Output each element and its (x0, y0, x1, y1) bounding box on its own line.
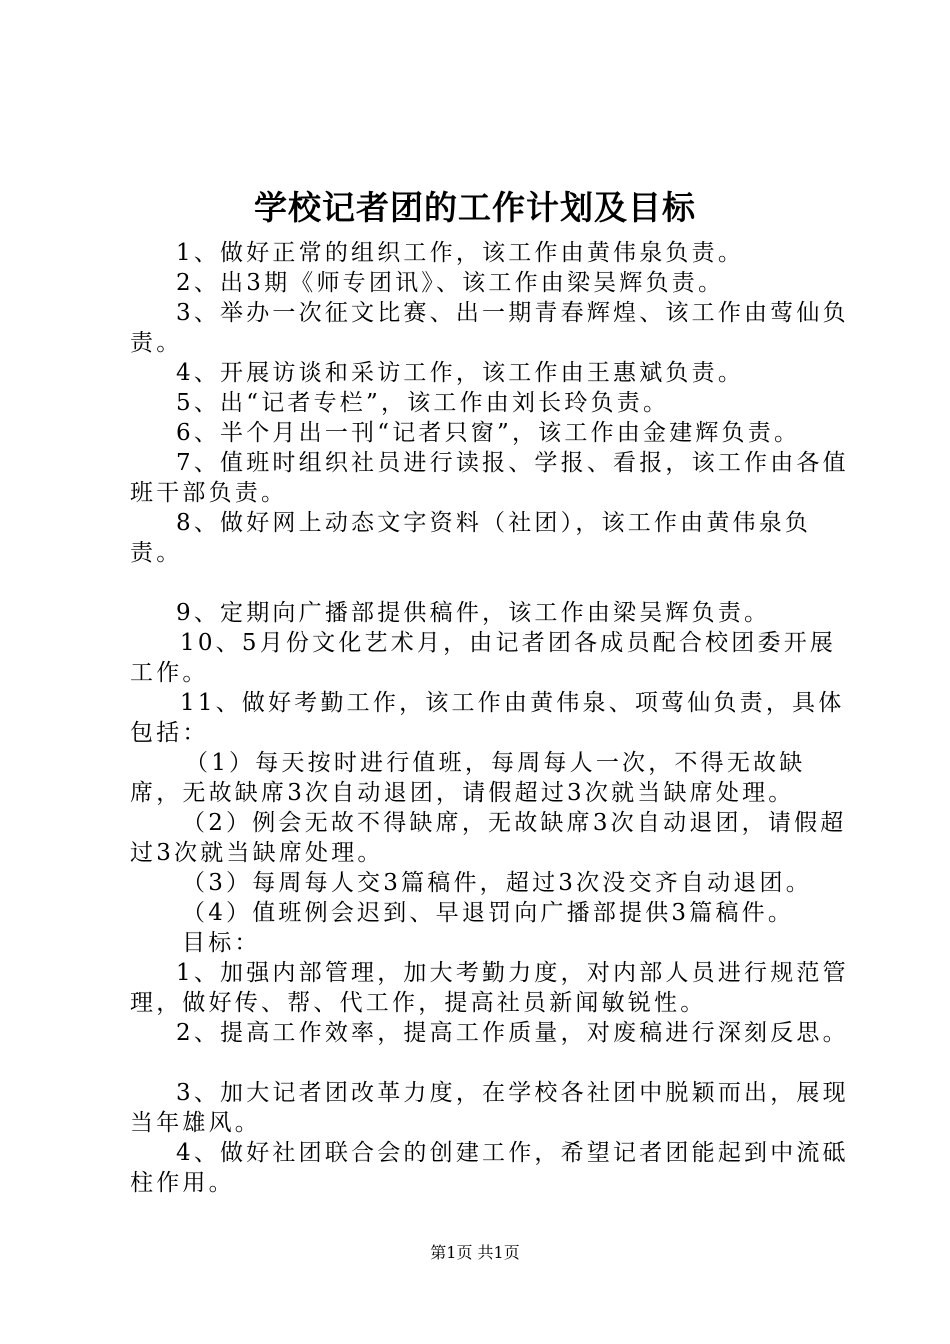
goal-item-2: 2、提高工作效率，提高工作质量，对废稿进行深刻反思。 (176, 1020, 849, 1046)
plan-item-8: 8、做好网上动态文字资料（社团），该工作由黄伟泉负责。 (130, 510, 812, 566)
plan-item-7: 7、值班时组织社员进行读报、学报、看报，该工作由各值班干部负责。 (130, 450, 849, 506)
plan-item-4: 4、开展访谈和采访工作，该工作由王惠斌负责。 (176, 360, 745, 386)
plan-item-1: 1、做好正常的组织工作，该工作由黄伟泉负责。 (176, 240, 745, 266)
plan-subitem-3: （3）每周每人交3篇稿件，超过3次没交齐自动退团。 (182, 870, 812, 896)
plan-item-6: 6、半个月出一刊“记者只窗”，该工作由金建辉负责。 (176, 420, 801, 446)
document-body (130, 238, 850, 1198)
plan-item-3: 3、举办一次征文比赛、出一期青春辉煌、该工作由莺仙负责。 (130, 300, 849, 356)
plan-subitem-1: （1）每天按时进行值班，每周每人一次，不得无故缺席，无故缺席3次自动退团，请假超过3次就当缺席处理。 (130, 750, 806, 806)
page-footer: 第1页 共1页 (430, 1243, 520, 1262)
plan-item-5: 5、出“记者专栏”，该工作由刘长玲负责。 (176, 390, 670, 416)
plan-item-9: 9、定期向广播部提供稿件，该工作由梁吴辉负责。 (176, 600, 771, 626)
plan-item-2: 2、出3期《师专团讯》、该工作由梁吴辉负责。 (176, 270, 725, 296)
plan-subitem-4: （4）值班例会迟到、早退罚向广播部提供3篇稿件。 (182, 900, 795, 926)
goals-heading: 目标： (182, 930, 261, 956)
goal-item-3: 3、加大记者团改革力度，在学校各社团中脱颖而出，展现当年雄风。 (130, 1080, 849, 1136)
plan-subitem-2: （2）例会无故不得缺席，无故缺席3次自动退团，请假超过3次就当缺席处理。 (130, 810, 847, 866)
goal-item-4: 4、做好社团联合会的创建工作，希望记者团能起到中流砥柱作用。 (130, 1140, 849, 1196)
document-title: 学校记者团的工作计划及目标 (254, 188, 696, 227)
plan-item-10: 10、5月份文化艺术月，由记者团各成员配合校团委开展工作。 (130, 630, 837, 686)
plan-item-11: 11、做好考勤工作，该工作由黄伟泉、项莺仙负责，具体包括： (130, 690, 845, 746)
goal-item-1: 1、加强内部管理，加大考勤力度，对内部人员进行规范管理，做好传、帮、代工作，提高社员新闻敏锐性。 (130, 960, 849, 1016)
